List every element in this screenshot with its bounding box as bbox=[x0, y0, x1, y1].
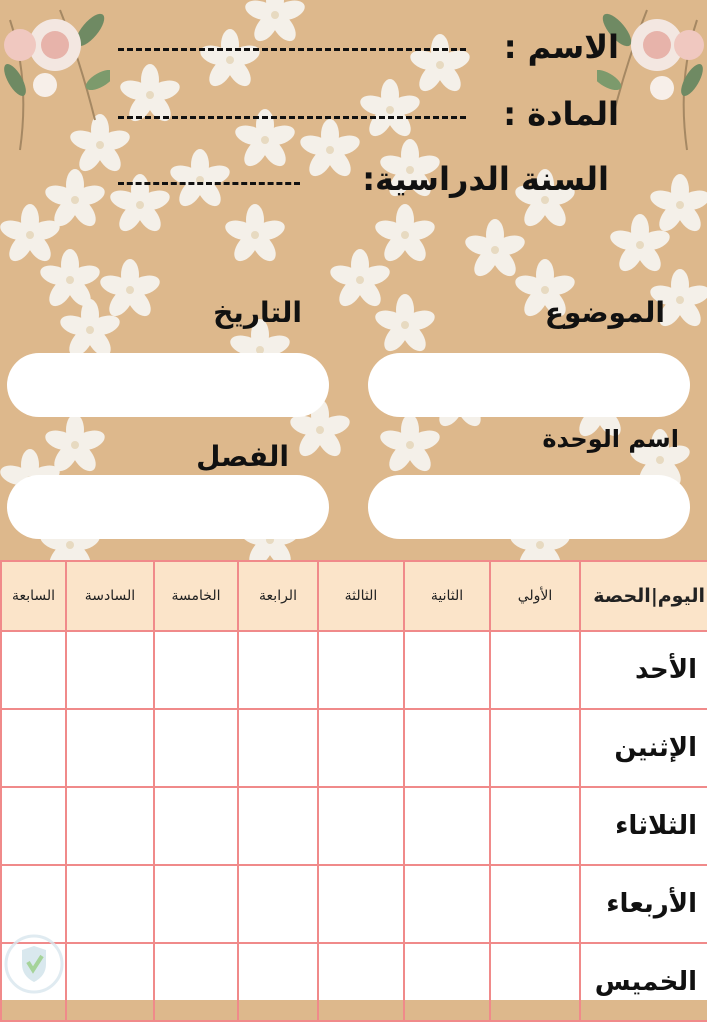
floral-corner-right bbox=[597, 0, 707, 160]
timetable-cell[interactable] bbox=[238, 631, 318, 709]
timetable-cell[interactable] bbox=[318, 631, 404, 709]
class-field[interactable] bbox=[7, 475, 329, 539]
class-label: الفصل bbox=[196, 440, 289, 473]
day-label: الثلاثاء bbox=[580, 787, 707, 865]
timetable-row bbox=[1, 865, 707, 943]
period-header: السادسة bbox=[66, 561, 154, 631]
name-label: الاسم : bbox=[503, 28, 619, 66]
period-header: الرابعة bbox=[238, 561, 318, 631]
timetable-cell[interactable] bbox=[154, 709, 238, 787]
period-header: الخامسة bbox=[154, 561, 238, 631]
unit-name-field[interactable] bbox=[368, 475, 690, 539]
day-label: الخميس bbox=[580, 943, 707, 1021]
timetable-row bbox=[1, 631, 707, 709]
timetable-cell[interactable] bbox=[66, 631, 154, 709]
timetable-cell[interactable] bbox=[238, 865, 318, 943]
day-period-header: اليوم|الحصة bbox=[580, 561, 707, 631]
name-line[interactable] bbox=[118, 48, 466, 51]
timetable-cell[interactable] bbox=[154, 865, 238, 943]
unit-name-label: اسم الوحدة bbox=[542, 425, 679, 453]
timetable-cell[interactable] bbox=[490, 787, 580, 865]
topic-field[interactable] bbox=[368, 353, 690, 417]
timetable-cell[interactable] bbox=[318, 865, 404, 943]
floral-corner-left bbox=[0, 0, 110, 160]
topic-label: الموضوع bbox=[544, 296, 665, 329]
timetable-row bbox=[1, 709, 707, 787]
timetable-cell[interactable] bbox=[490, 865, 580, 943]
timetable-cell[interactable] bbox=[404, 787, 490, 865]
timetable-cell[interactable] bbox=[318, 709, 404, 787]
timetable-cell[interactable] bbox=[66, 943, 154, 1021]
weekly-timetable bbox=[0, 560, 707, 1000]
timetable-cell[interactable] bbox=[318, 787, 404, 865]
timetable-cell[interactable] bbox=[1, 787, 66, 865]
timetable-cell[interactable] bbox=[238, 787, 318, 865]
timetable-cell[interactable] bbox=[490, 709, 580, 787]
timetable-cell[interactable] bbox=[318, 943, 404, 1021]
timetable-cell[interactable] bbox=[154, 943, 238, 1021]
subject-label: المادة : bbox=[503, 95, 619, 133]
watermark-logo bbox=[2, 932, 66, 996]
day-label: الأحد bbox=[580, 631, 707, 709]
period-header: السابعة bbox=[1, 561, 66, 631]
timetable-cell[interactable] bbox=[404, 631, 490, 709]
timetable-cell[interactable] bbox=[490, 631, 580, 709]
timetable-grid bbox=[0, 560, 707, 1022]
timetable-cell[interactable] bbox=[404, 709, 490, 787]
timetable-row bbox=[1, 787, 707, 865]
school-year-line[interactable] bbox=[118, 182, 300, 185]
timetable-header-row bbox=[1, 561, 707, 631]
day-label: الأربعاء bbox=[580, 865, 707, 943]
period-header: الثانية bbox=[404, 561, 490, 631]
subject-line[interactable] bbox=[118, 116, 466, 119]
timetable-cell[interactable] bbox=[238, 709, 318, 787]
period-header: الأولي bbox=[490, 561, 580, 631]
day-label: الإثنين bbox=[580, 709, 707, 787]
date-field[interactable] bbox=[7, 353, 329, 417]
timetable-cell[interactable] bbox=[66, 709, 154, 787]
timetable-cell[interactable] bbox=[404, 865, 490, 943]
timetable-cell[interactable] bbox=[490, 943, 580, 1021]
timetable-row bbox=[1, 943, 707, 1021]
school-year-label: السنة الدراسية: bbox=[362, 160, 609, 198]
timetable-cell[interactable] bbox=[66, 787, 154, 865]
timetable-cell[interactable] bbox=[404, 943, 490, 1021]
timetable-cell[interactable] bbox=[154, 787, 238, 865]
timetable-cell[interactable] bbox=[66, 865, 154, 943]
timetable-cell[interactable] bbox=[154, 631, 238, 709]
period-header: الثالثة bbox=[318, 561, 404, 631]
timetable-cell[interactable] bbox=[1, 631, 66, 709]
timetable-cell[interactable] bbox=[1, 709, 66, 787]
timetable-cell[interactable] bbox=[238, 943, 318, 1021]
date-label: التاريخ bbox=[213, 296, 302, 329]
